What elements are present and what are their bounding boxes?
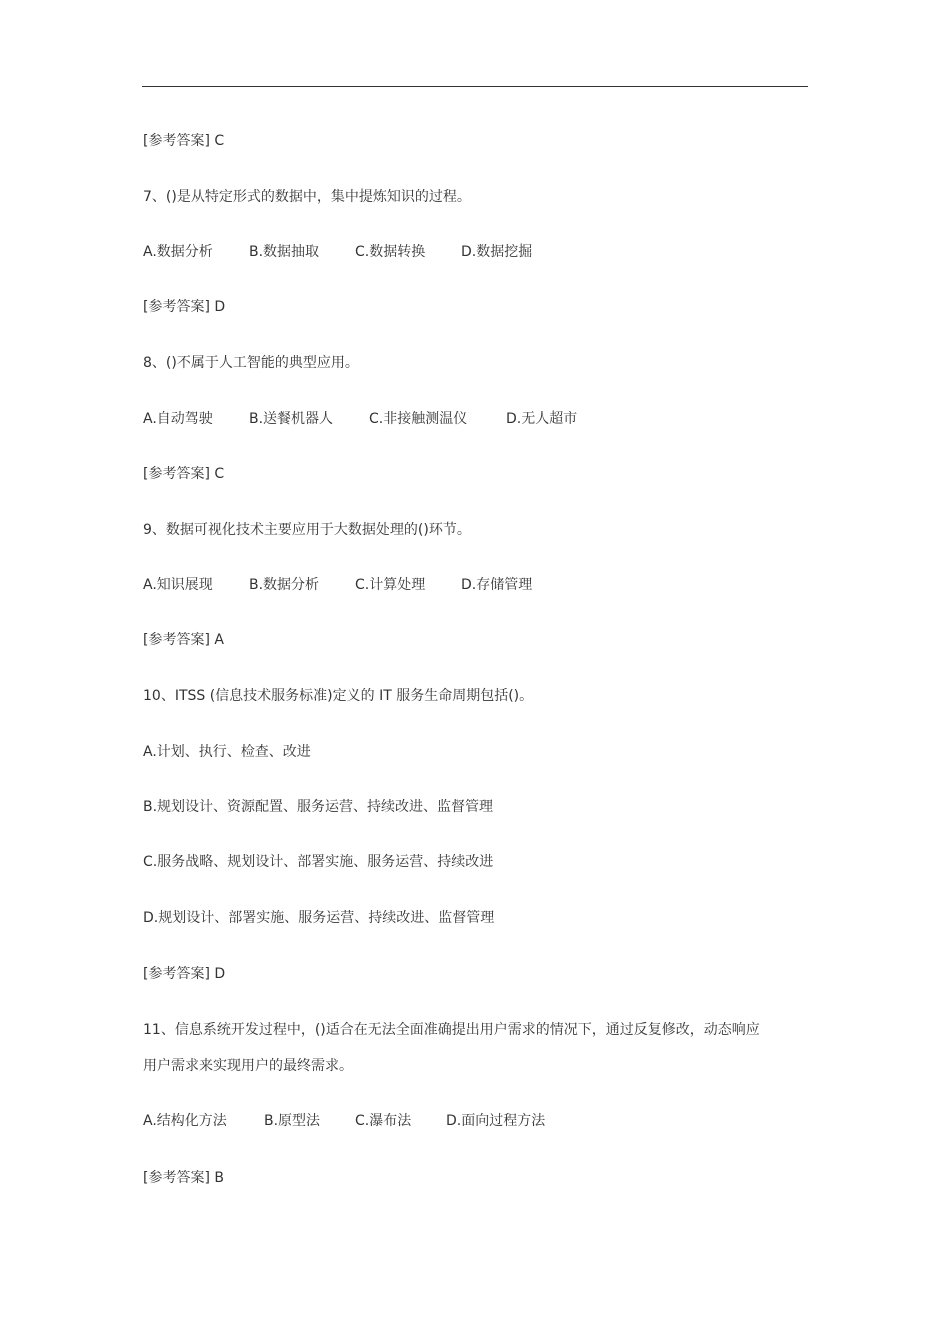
option-d: D.数据挖掘 (461, 244, 533, 260)
option-c: C.数据转换 (355, 244, 426, 260)
question-7-options (143, 242, 823, 262)
option-b: B.数据分析 (249, 577, 320, 593)
option-b: B.原型法 (264, 1113, 321, 1129)
option-d: D.无人超市 (506, 411, 578, 427)
answer-q10: [参考答案] D (143, 966, 226, 982)
question-8-options (143, 409, 823, 429)
question-10-option-b: B.规划设计、资源配置、服务运营、持续改进、监督管理 (143, 799, 494, 815)
question-10-option-a: A.计划、执行、检查、改进 (143, 744, 311, 760)
option-a: A.自动驾驶 (143, 411, 213, 427)
question-7-stem: 7、()是从特定形式的数据中，集中提炼知识的过程。 (143, 189, 471, 205)
option-a: A.数据分析 (143, 244, 213, 260)
question-11-options (143, 1111, 823, 1131)
answer-q11: [参考答案] B (143, 1170, 224, 1186)
question-8-stem: 8、()不属于人工智能的典型应用。 (143, 355, 359, 371)
answer-q9: [参考答案] A (143, 632, 224, 648)
question-11-stem-line1: 11、信息系统开发过程中，()适合在无法全面准确提出用户需求的情况下，通过反复修改，动态响应 (143, 1022, 760, 1038)
option-c: C.非接触测温仪 (369, 411, 468, 427)
question-9-stem: 9、数据可视化技术主要应用于大数据处理的()环节。 (143, 522, 471, 538)
answer-q8: [参考答案] C (143, 466, 225, 482)
option-d: D.存储管理 (461, 577, 533, 593)
option-d: D.面向过程方法 (446, 1113, 546, 1129)
answer-q6: [参考答案] C (143, 133, 225, 149)
question-11-stem-line2: 用户需求来实现用户的最终需求。 (143, 1058, 353, 1074)
option-c: C.计算处理 (355, 577, 426, 593)
option-b: B.数据抽取 (249, 244, 320, 260)
answer-q7: [参考答案] D (143, 299, 226, 315)
option-a: A.结构化方法 (143, 1113, 227, 1129)
option-a: A.知识展现 (143, 577, 213, 593)
question-10-option-c: C.服务战略、规划设计、部署实施、服务运营、持续改进 (143, 854, 494, 870)
option-c: C.瀑布法 (355, 1113, 412, 1129)
option-b: B.送餐机器人 (249, 411, 334, 427)
question-10-option-d: D.规划设计、部署实施、服务运营、持续改进、监督管理 (143, 910, 495, 926)
header-rule (142, 86, 808, 87)
question-9-options (143, 575, 823, 595)
question-10-stem: 10、ITSS (信息技术服务标准)定义的 IT 服务生命周期包括()。 (143, 688, 534, 704)
